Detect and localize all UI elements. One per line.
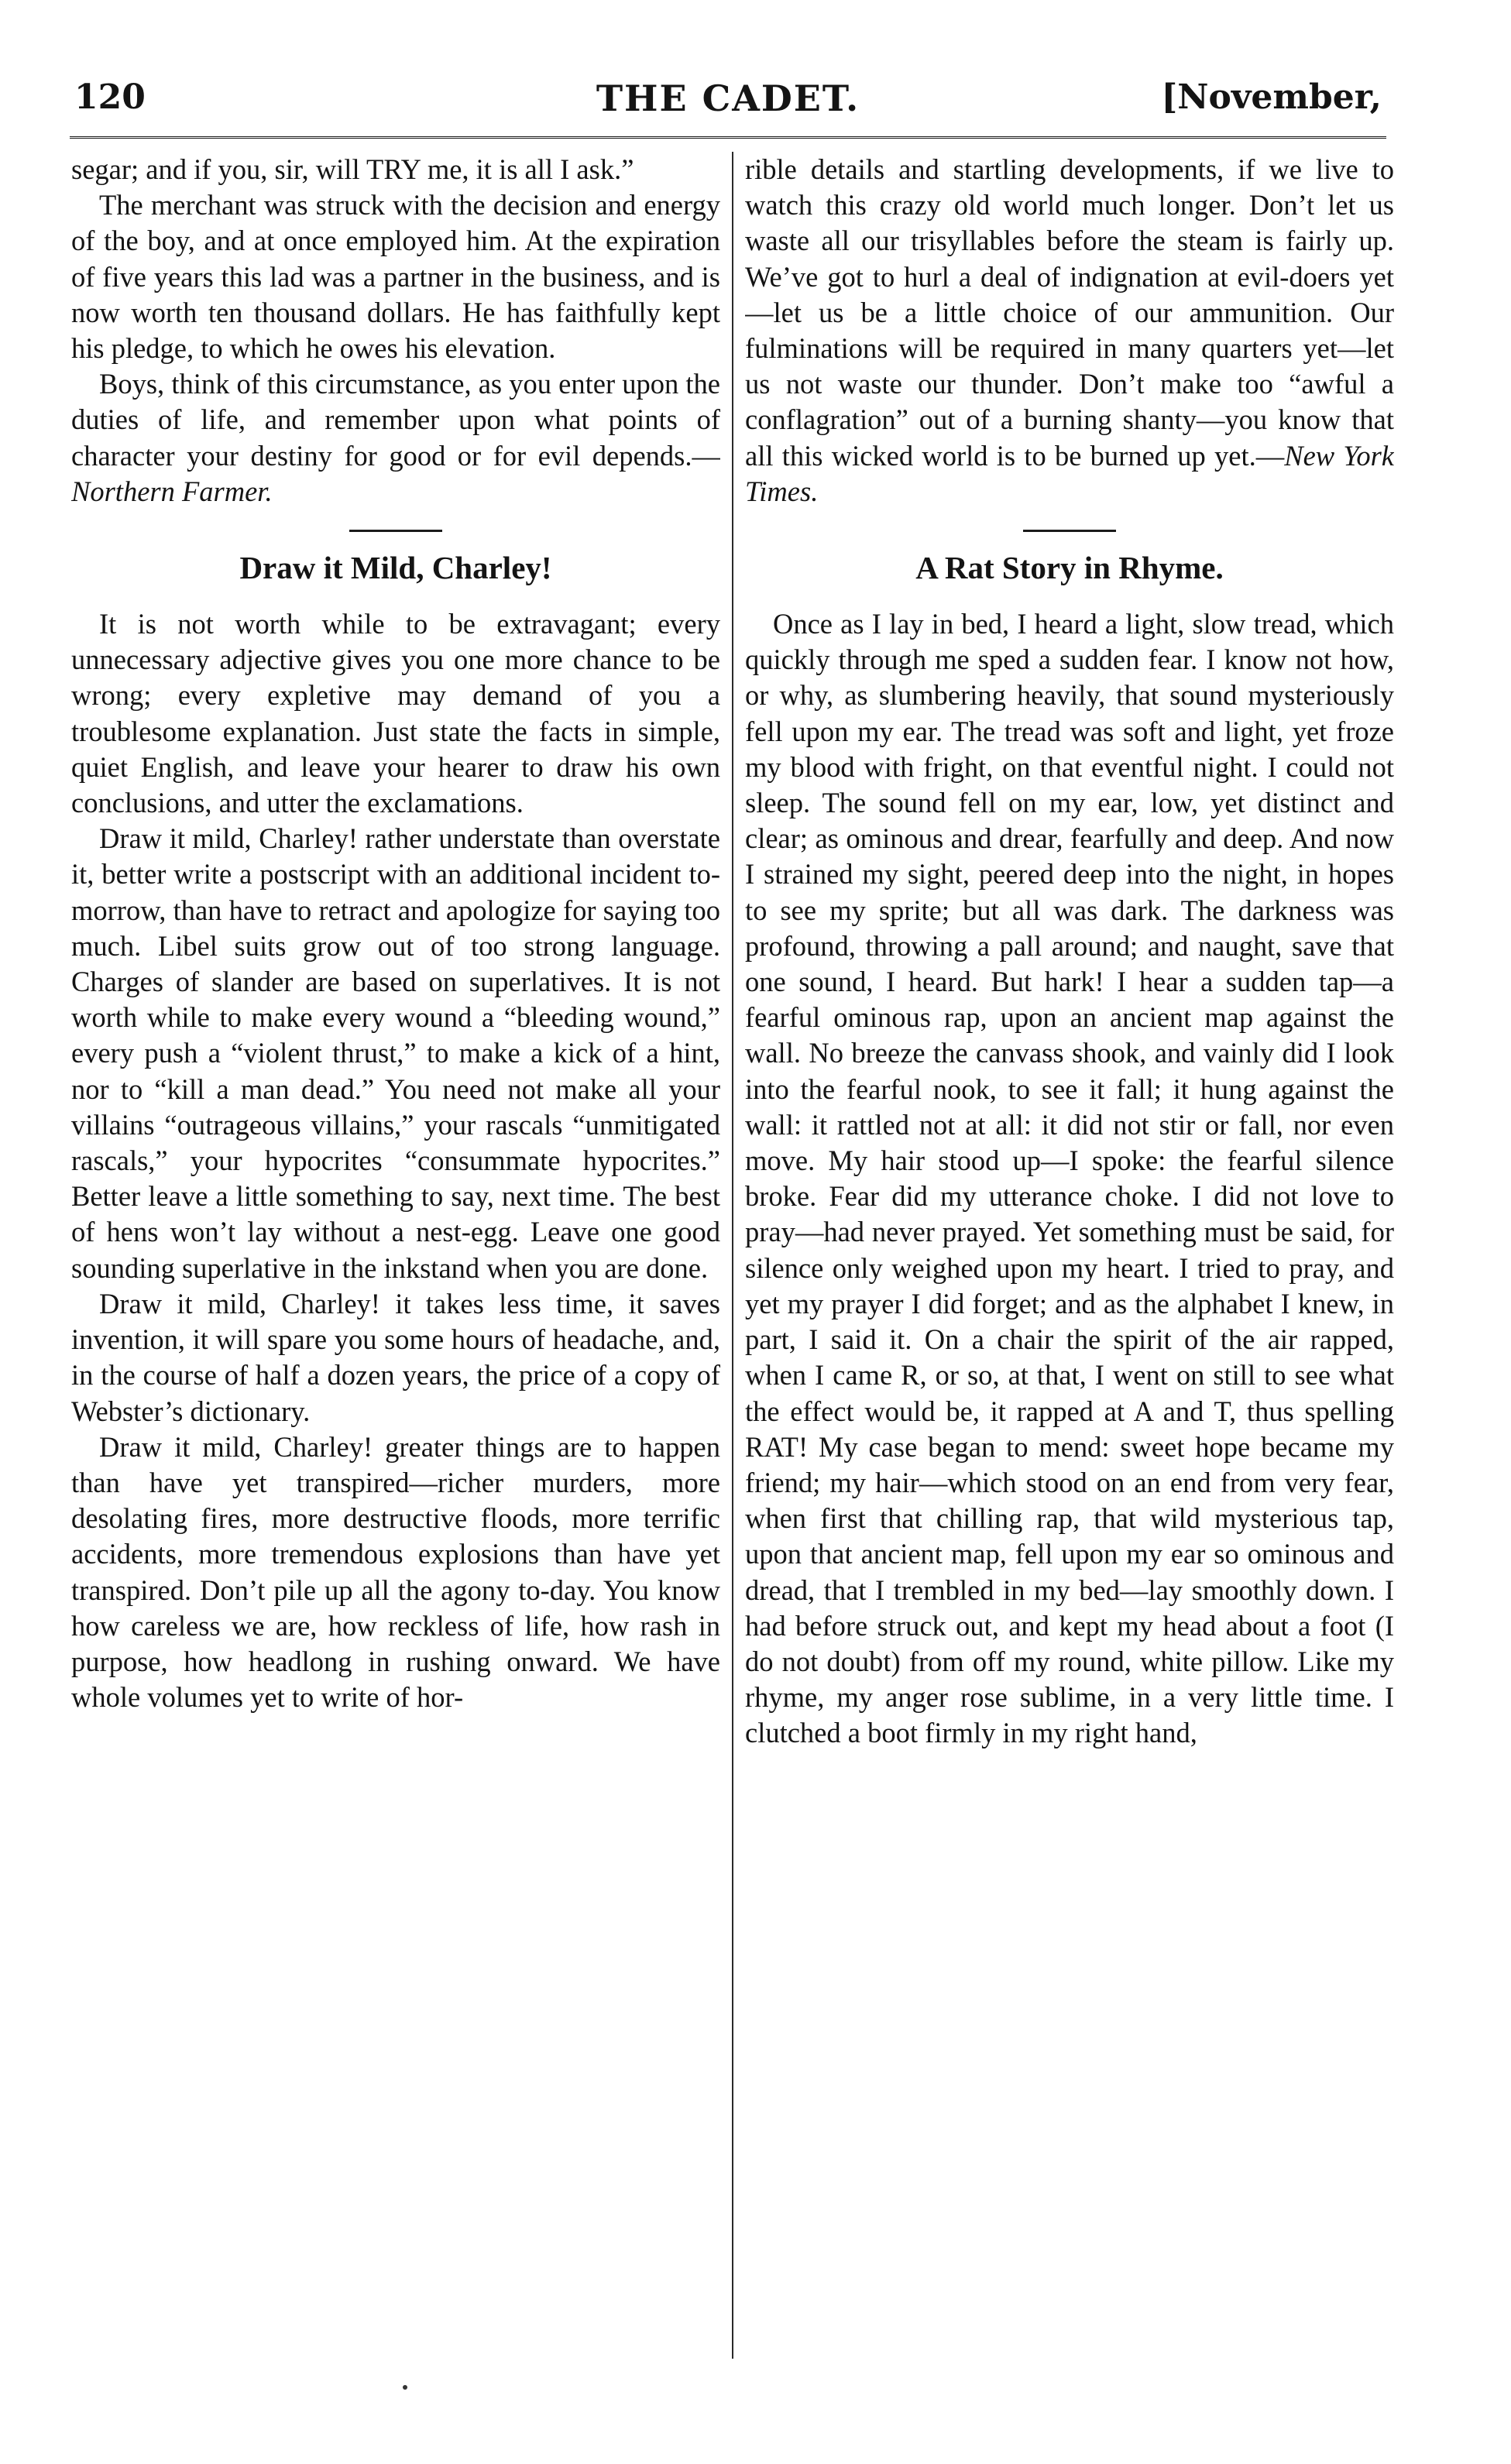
section-divider: [349, 530, 442, 532]
article1-source: Northern Farmer.: [71, 475, 273, 507]
column-divider: [732, 152, 733, 2359]
article2-continuation: [745, 152, 1394, 510]
article2-text: rible details and startling developments, if we live to watch this crazy old world much longer. Don’t let us waste all our trisyllables before the steam is fairly up. We’ve got to hurl a deal of indignation at evil-doers yet—let us be a little choice of our ammunition. Our fulminations will be required in many quarters yet—let us not waste our thunder. Don’t make too “awful a conflagration” out of a burning shanty—you know that all this wicked world is to be burned up yet.—: [745, 153, 1394, 472]
article3-paragraph: Once as I lay in bed, I heard a light, slow tread, which quickly through me sped a sudden fear. I know not how, or why, as slumbering heavily, that sound mysteriously fell upon my ear. The tread was soft and light, yet froze my blood with fright, on that eventful night. I could not sleep. The sound fell on my ear, low, yet distinct and clear; as ominous and drear, fearfully and deep. And now I strained my sight, peered deep into the night, in hopes to see my sprite; but all was dark. The darkness was profound, throwing a pall around; and naught, save that one sound, I heard. But hark! I hear a sudden tap—a fearful ominous rap, upon an ancient map against the wall. No breeze the canvass shook, and vainly did I look into the fearful nook, to see it fall; it hung against the wall: it rattled not at all: it did not stir or fall, nor even move. My hair stood up—I spoke: the fearful silence broke. Fear did my utterance choke. I did not love to pray—had never prayed. Yet something must be said, for silence only weighed upon my heart. I tried to pray, and yet my prayer I did forget; and as the alphabet I knew, in part, I said it. On a chair the spirit of the air rapped, when I came R, or so, at that, I went on still to see what the effect would be, it rapped at A and T, thus spelling RAT! My case began to mend: sweet hope became my friend; my hair—which stood on an end from very fear, when first that chilling rap, that wild mysterious tap, upon that ancient map, fell upon my ear so ominous and dread, that I trembled in my bed—lay smoothly down. I had before struck out, and kept my head about a foot (I do not doubt) from off my round, white pillow. Like my rhyme, my anger rose sublime, in a very little time. I clutched a boot firmly in my right hand,: [745, 608, 1394, 1749]
right-column: [745, 152, 1394, 2359]
running-header: [70, 77, 1386, 133]
article2-paragraph: Draw it mild, Charley! greater things are to happen than have yet transpired—richer murders, more desolating fires, more destructive floods, more terrific accidents, more tremendous explosions than have yet transpired. Don’t pile up all the agony to-day. You know how careless we are, how reckless of life, how rash in purpose, how headlong in rushing onward. We have whole volumes yet to write of hor-: [71, 1430, 720, 1714]
issue-month: [November,: [1161, 77, 1382, 117]
article2-paragraph: Draw it mild, Charley! it takes less time, it saves invention, it will spare you some hours of headache, and, in the course of half a dozen years, the price of a copy of Webster’s dictionary.: [71, 1287, 720, 1427]
article1-text: Boys, think of this circumstance, as you enter upon the duties of life, and remember upon what points of character your destiny for good or for evil depends.—: [71, 368, 720, 472]
page-mark: [403, 2385, 407, 2390]
section-divider: [1023, 530, 1116, 532]
article2-paragraph: Draw it mild, Charley! rather understate than overstate it, better write a postscript with an additional incident to-morrow, than have to retract and apologize for saying too much. Libel suits grow out of too strong language. Charges of slander are based on superlatives. It is not worth while to make every wound a “bleeding wound,” every push a “violent thrust,” to make a kick of a hint, nor to “kill a man dead.” You need not make all your villains “outrageous villains,” your rascals “unmitigated rascals,” your hypocrites “consummate hypocrites.” Better leave a little something to say, next time. The best of hens won’t lay without a nest-egg. Leave one good sounding superlative in the inkstand when you are done.: [71, 822, 720, 1284]
left-column: [71, 152, 720, 2359]
article2-source: New York Times.: [745, 439, 1394, 507]
article1-paragraph: The merchant was struck with the decision and energy of the boy, and at once employed him. At the expiration of five years this lad was a partner in the business, and is now worth ten thousand dollars. He has faithfully kept his pledge, to which he owes his elevation.: [71, 189, 720, 365]
article2-paragraph: It is not worth while to be extravagant; every unnecessary adjective gives you one more chance to be wrong; every expletive may demand of you a troublesome explanation. Just state the facts in simple, quiet English, and leave your hearer to draw his own conclusions, and utter the exclamations.: [71, 608, 720, 819]
page-number: 120: [74, 77, 146, 117]
article1-paragraph: [71, 366, 720, 510]
article1-paragraph: segar; and if you, sir, will TRY me, it is all I ask.”: [71, 153, 634, 185]
article2-title: Draw it Mild, Charley!: [239, 550, 552, 586]
article3-title: A Rat Story in Rhyme.: [915, 550, 1224, 586]
header-rule: [70, 136, 1386, 142]
journal-title: THE CADET.: [596, 77, 860, 119]
